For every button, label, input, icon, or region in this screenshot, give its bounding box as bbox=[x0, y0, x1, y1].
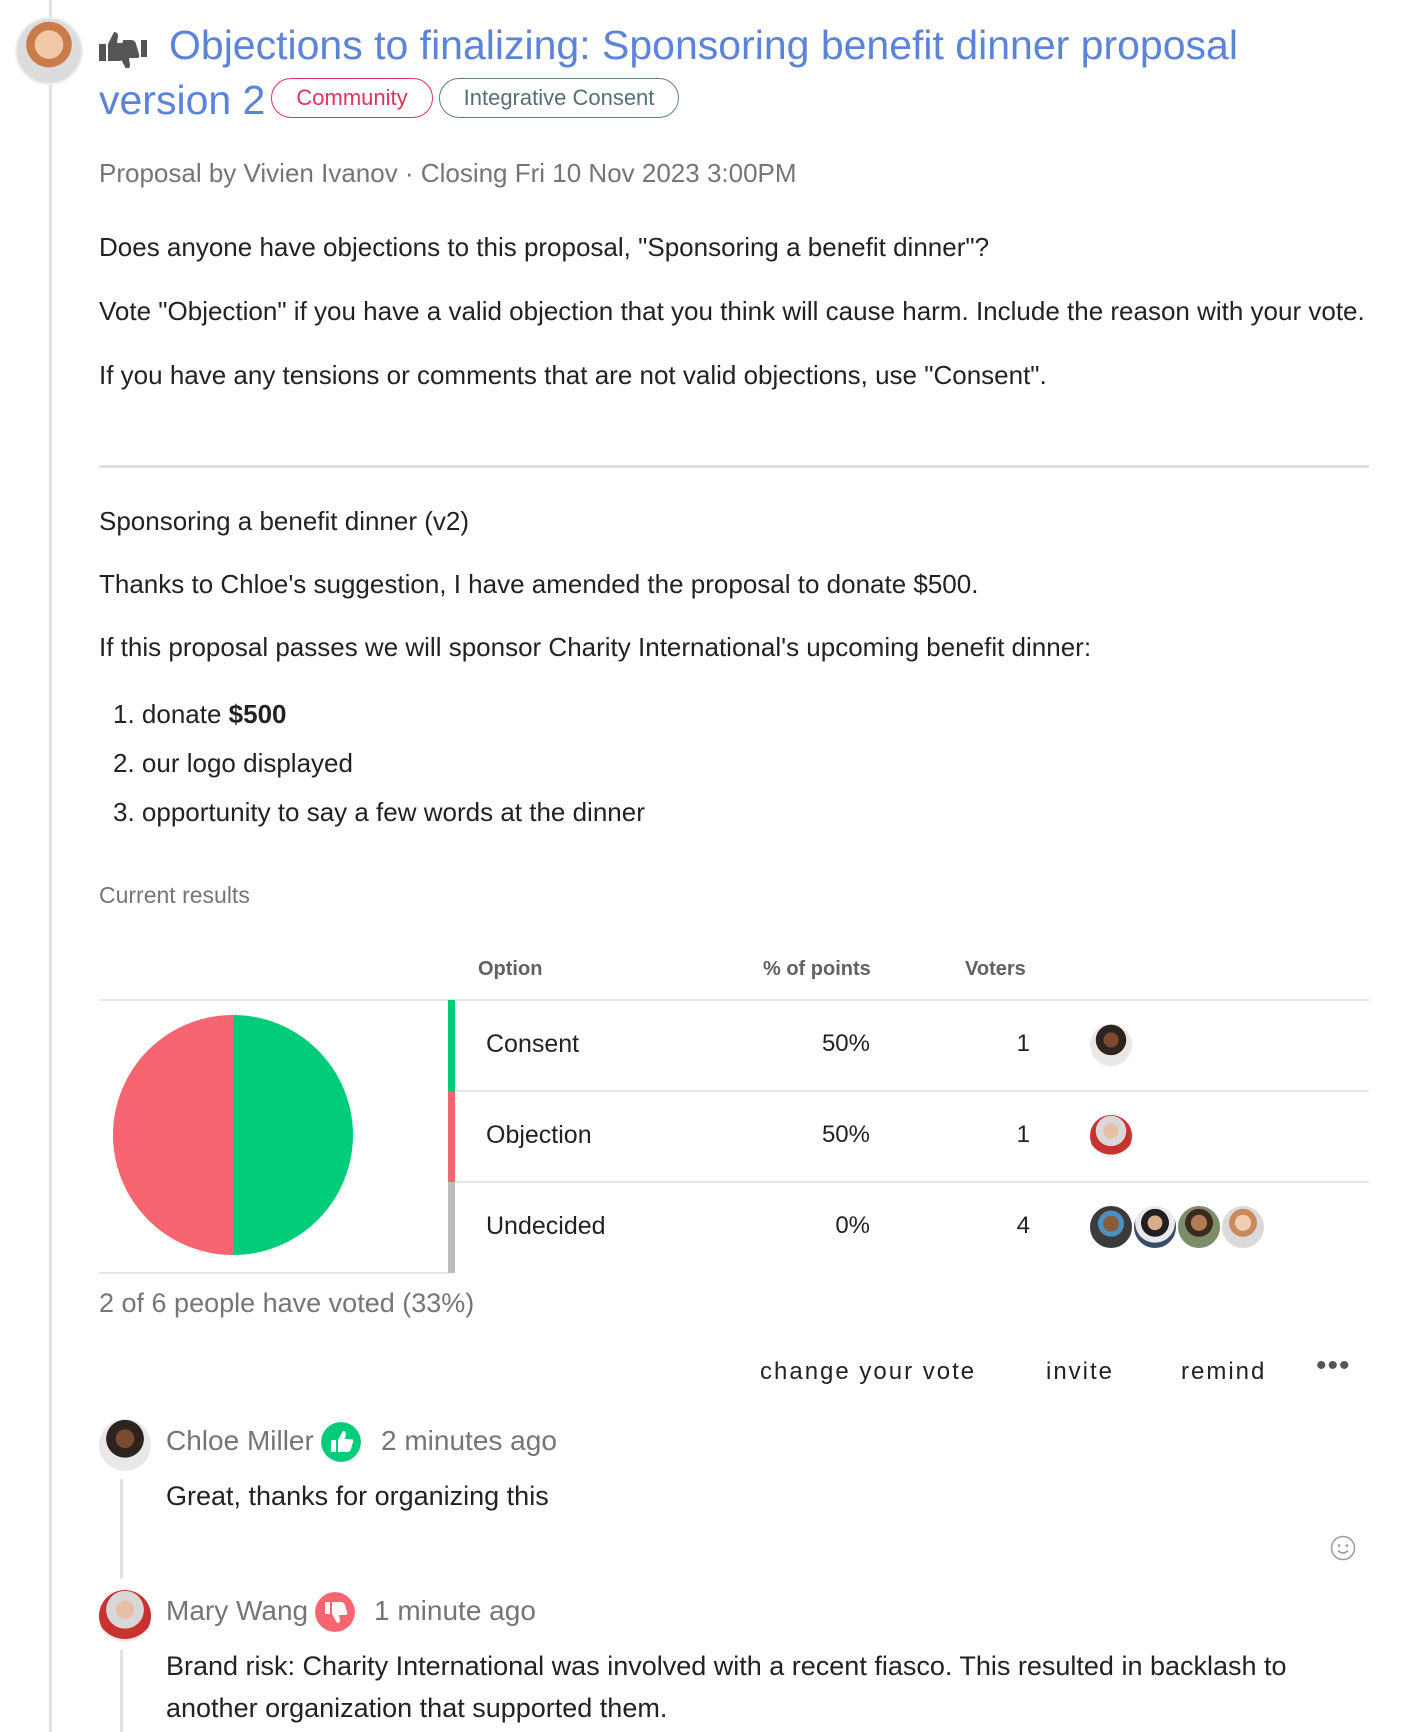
avatar[interactable] bbox=[99, 1590, 151, 1642]
comment-time: 1 minute ago bbox=[374, 1595, 536, 1626]
results-pie-chart bbox=[113, 1015, 353, 1255]
voters-undecided: 4 bbox=[1016, 1212, 1030, 1239]
list-item: 1. donate $500 bbox=[113, 699, 287, 729]
proposal-heading: Sponsoring a benefit dinner (v2) bbox=[99, 506, 470, 536]
option-undecided: Undecided bbox=[486, 1212, 606, 1240]
poll-meta: Proposal by Vivien Ivanov · Closing Fri 10 Nov 2023 3:00PM bbox=[99, 158, 797, 188]
avatar[interactable] bbox=[1220, 1204, 1266, 1250]
column-header-option: Option bbox=[478, 958, 543, 980]
intro-objection-instructions: Vote "Objection" if you have a valid objection that you think will cause harm. Include the reason with your vote. bbox=[99, 296, 1365, 326]
thumbs-up-icon bbox=[321, 1422, 361, 1462]
comment-time: 2 minutes ago bbox=[381, 1425, 557, 1456]
pie-baseline bbox=[99, 1272, 449, 1274]
column-header-voters: Voters bbox=[965, 958, 1026, 980]
row-separator bbox=[455, 1090, 1369, 1092]
proposal-body bbox=[99, 500, 1369, 669]
objection-color-bar bbox=[448, 1091, 455, 1182]
add-reaction-icon[interactable] bbox=[1330, 1535, 1356, 1561]
tag-community[interactable]: Community bbox=[271, 78, 432, 118]
column-header-percent: % of points bbox=[763, 958, 871, 980]
voters-consent: 1 bbox=[1016, 1030, 1030, 1057]
avatar[interactable] bbox=[1132, 1204, 1178, 1250]
divider bbox=[99, 465, 1369, 468]
thread-line bbox=[49, 0, 52, 1732]
percent-objection: 50% bbox=[821, 1121, 870, 1148]
row-separator bbox=[455, 1181, 1369, 1183]
thumbs-down-icon bbox=[315, 1592, 355, 1632]
poll-intro bbox=[99, 226, 1369, 397]
comment-author[interactable]: Mary Wang bbox=[166, 1595, 309, 1626]
pie-slice-consent bbox=[233, 1015, 353, 1255]
comment-text: Great, thanks for organizing this bbox=[166, 1481, 549, 1511]
invite-button[interactable]: invite bbox=[1046, 1358, 1115, 1385]
poll-title-text: Objections to finalizing: Sponsoring benefit dinner proposal version 2 bbox=[99, 22, 1238, 123]
consent-color-bar bbox=[448, 1000, 455, 1091]
author-avatar[interactable] bbox=[15, 17, 83, 85]
change-vote-button[interactable]: change your vote bbox=[760, 1358, 977, 1385]
undecided-color-bar bbox=[448, 1182, 455, 1273]
current-results-label: Current results bbox=[99, 882, 250, 908]
poll-title bbox=[99, 18, 1339, 128]
percent-undecided: 0% bbox=[835, 1212, 870, 1239]
remind-button[interactable]: remind bbox=[1181, 1358, 1267, 1385]
more-options-icon[interactable]: ••• bbox=[1316, 1349, 1351, 1382]
voters-objection: 1 bbox=[1016, 1121, 1030, 1148]
percent-consent: 50% bbox=[821, 1030, 870, 1057]
tag-integrative-consent[interactable]: Integrative Consent bbox=[439, 78, 680, 118]
option-objection: Objection bbox=[486, 1121, 592, 1149]
comment-author[interactable]: Chloe Miller bbox=[166, 1425, 314, 1456]
proposal-items bbox=[113, 690, 645, 837]
avatar[interactable] bbox=[1176, 1204, 1222, 1250]
avatar[interactable] bbox=[1088, 1204, 1134, 1250]
avatar[interactable] bbox=[1088, 1113, 1134, 1159]
list-item: 2. our logo displayed bbox=[113, 748, 353, 778]
table-header-line bbox=[99, 999, 1369, 1001]
proposal-note: Thanks to Chloe's suggestion, I have amended the proposal to donate $500. bbox=[99, 569, 979, 599]
list-item: 3. opportunity to say a few words at the dinner bbox=[113, 797, 645, 827]
intro-consent-instructions: If you have any tensions or comments that are not valid objections, use "Consent". bbox=[99, 360, 1047, 390]
option-consent: Consent bbox=[486, 1030, 580, 1058]
pie-slice-objection bbox=[113, 1015, 233, 1255]
avatar[interactable] bbox=[99, 1419, 151, 1471]
voted-summary: 2 of 6 people have voted (33%) bbox=[99, 1288, 475, 1318]
comment-thread-line bbox=[120, 1479, 123, 1579]
comment-thread-line bbox=[120, 1650, 123, 1732]
avatar[interactable] bbox=[1088, 1022, 1134, 1068]
proposal-lead: If this proposal passes we will sponsor Charity International's upcoming benefit dinner: bbox=[99, 632, 1092, 662]
intro-question: Does anyone have objections to this proposal, "Sponsoring a benefit dinner"? bbox=[99, 232, 990, 262]
comment-text: Brand risk: Charity International was involved with a recent fiasco. This resulted in backlash to another organization that supported them. bbox=[166, 1651, 1287, 1723]
